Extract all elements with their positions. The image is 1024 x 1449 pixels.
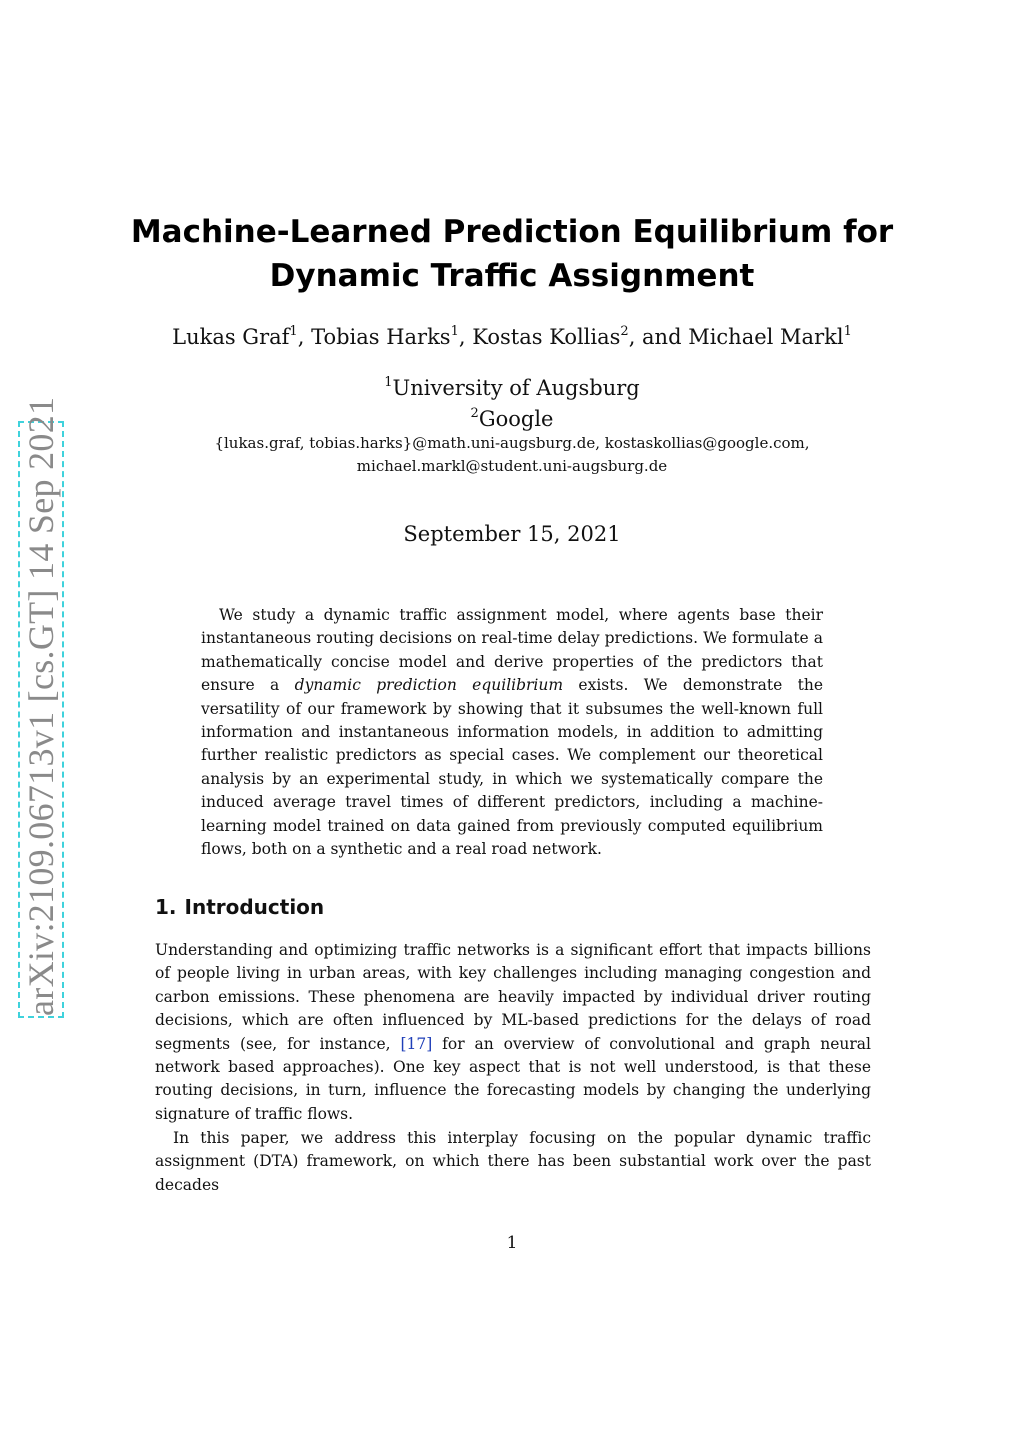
affiliation-mark: 1 (384, 375, 393, 390)
abstract (201, 604, 823, 861)
author-separator: , (297, 325, 312, 349)
author-affiliation-mark: 2 (620, 324, 629, 339)
section-number: 1. (155, 895, 177, 919)
section-heading-introduction (155, 892, 324, 922)
author-list (100, 322, 924, 352)
email-line: {lukas.graf, tobias.harks}@math.uni-augsburg.de, kostaskollias@google.com, (214, 434, 810, 452)
affiliation-name: University of Augsburg (392, 376, 640, 400)
affiliation-name: Google (478, 407, 554, 431)
paragraph-text: Understanding and optimizing traffic networks is a significant effort that impacts billions of people living in urban areas, with key challenges including managing congestion and carbon emissions. These phenomena are heavily impacted by individual driver routing decisions, which are often influenced by ML-based predictions for the delays of road segments (see, for instance, (155, 941, 871, 1053)
author-emails (100, 432, 924, 478)
page-number: 1 (506, 1233, 518, 1253)
abstract-text: We study a dynamic traffic assignment model, where agents base their instantaneous routing decisions on real-time delay predictions. We formulate a mathematically concise model and derive properties of the predictors that ensure a (201, 606, 823, 695)
affiliation (100, 404, 924, 434)
author-separator: , and (628, 325, 689, 349)
section-title: Introduction (184, 895, 325, 919)
author-affiliation-mark: 1 (289, 324, 298, 339)
affiliation-mark: 2 (470, 406, 479, 421)
author-name: Lukas Graf (172, 325, 290, 349)
author-affiliation-mark: 1 (843, 324, 852, 339)
arxiv-identifier-stamp: arXiv:2109.06713v1 [cs.GT] 14 Sep 2021 (18, 421, 64, 1018)
author-name: Michael Markl (688, 325, 844, 349)
paper-title: Machine-Learned Prediction Equilibrium for Dynamic Traffic Assignment (130, 214, 894, 294)
citation-link[interactable]: [17] (400, 1034, 433, 1053)
author-affiliation-mark: 1 (450, 324, 459, 339)
email-line: michael.markl@student.uni-augsburg.de (356, 457, 668, 475)
body-paragraph (155, 939, 871, 1126)
body-paragraph: In this paper, we address this interplay focusing on the popular dynamic traffic assignment (DTA) framework, on which there has been substantial work over the past decades (155, 1129, 871, 1194)
abstract-text: exists. We demonstrate the versatility of our framework by showing that it subsumes the well-known full information and instantaneous information models, in addition to admitting further realistic predictors as special cases. We complement our theoretical analysis by an experimental study, in which we systematically compare the induced average travel times of different predictors, including a machine-learning model trained on data gained from previously computed equilibrium flows, both on a synthetic and a real road network. (201, 676, 823, 859)
paragraph-text: for an overview of convolutional and graph neural network based approaches). One key aspect that is not well understood, is that these routing decisions, in turn, influence the forecasting models by changing the underlying signature of traffic flows. (155, 1034, 871, 1123)
author-separator: , (458, 325, 473, 349)
publication-date: September 15, 2021 (403, 522, 621, 546)
author-name: Kostas Kollias (472, 325, 621, 349)
abstract-emphasis: dynamic prediction equilibrium (294, 676, 564, 695)
author-name: Tobias Harks (311, 325, 451, 349)
affiliation (100, 373, 924, 403)
